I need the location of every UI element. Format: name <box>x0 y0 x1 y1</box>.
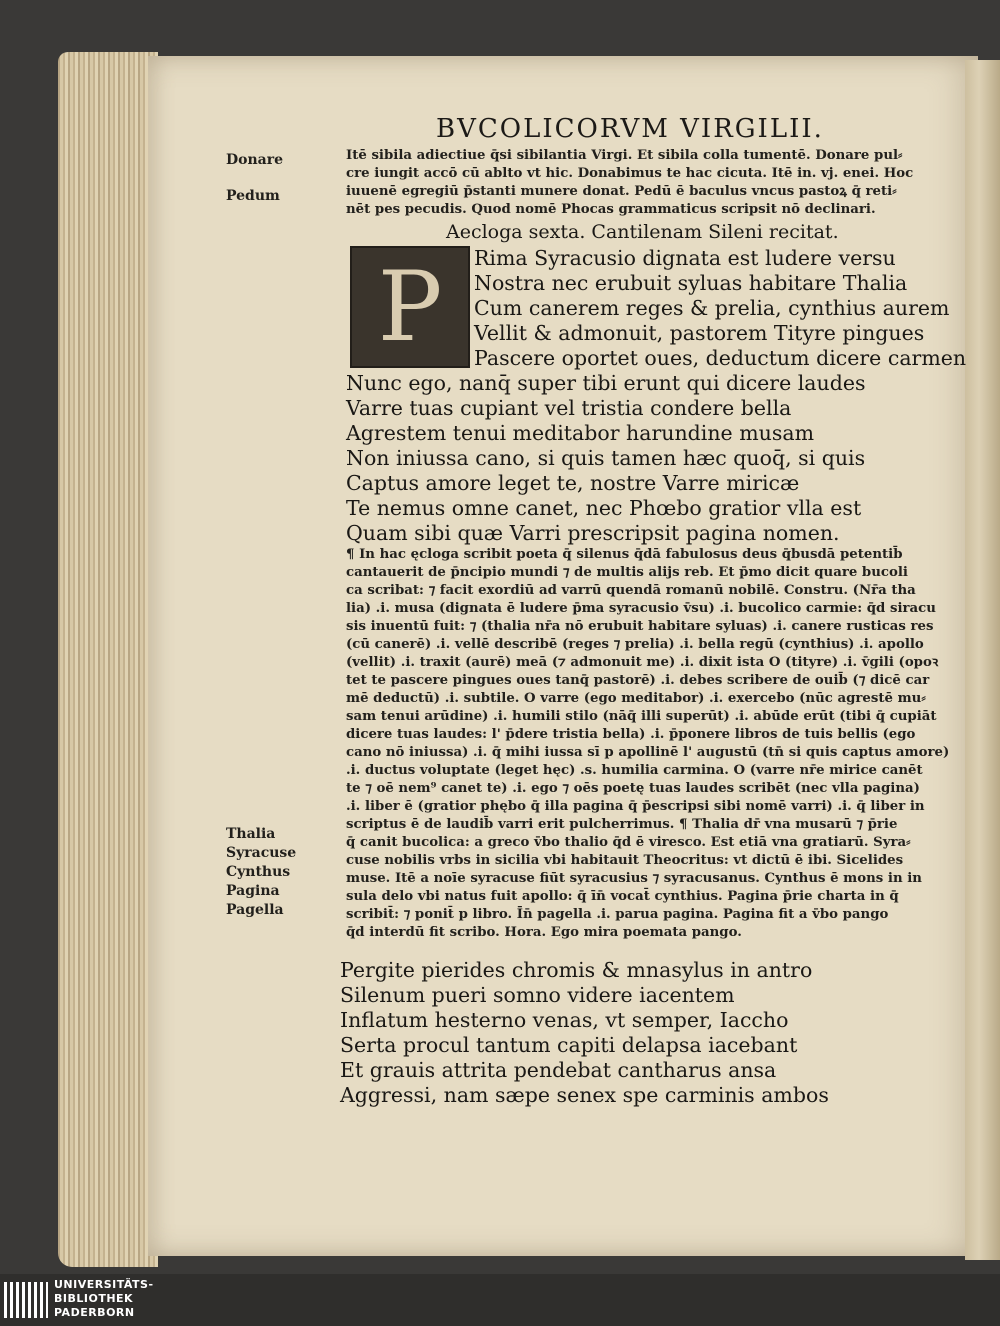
commentary-line: mē deductū) .i. subtile. O varre (ego meditabor) .i. exercebo (nūc agrestē mu⸗ <box>346 691 926 706</box>
library-logo-icon <box>4 1282 48 1318</box>
intro-gloss-line: nēt pes pecudis. Quod nomē Phocas grammaticus scripsit nō declinari. <box>346 202 876 217</box>
commentary-line: lia) .i. musa (dignata ē ludere p̄ma syracusio v̄su) .i. bucolico carmi̇e: q̄d siracu <box>346 601 936 616</box>
margin-term-pagina: Pagina <box>226 883 280 899</box>
commentary-line: q̄d interdū fit scribo. Hora. Ego mira poemata pango. <box>346 925 742 940</box>
verse-line: Serta procul tantum capiti delapsa iacebant <box>340 1033 798 1057</box>
commentary-line: scriptus ē de laudib̄ varri erit pulcherrimus. ¶ Thalia dr̄ vna musarū ⁊ p̄rie <box>346 817 898 832</box>
commentary-line: te ⁊ oē nem⁹ canet te) .i. ego ⁊ oēs poetę tuas laudes scribēt (nec vlla pagina) <box>346 781 920 796</box>
commentary-line: scribit̄: ⁊ ponit̄ p libro. Īn̄ pagella .i. parua pagina. Pagina fit a v̄bo pango <box>346 907 889 922</box>
commentary-line: .i. liber ē (gratior phębo q̄ illa pagina q̄ p̄escripsi sibi nomē varri) .i. q̄ liber in <box>346 799 925 814</box>
commentary-line: muse. Itē a noīe syracuse fiūt syracusius ⁊ syracusanus. Cynthus ē mons in in <box>346 871 922 886</box>
verse-line: Quam sibi quæ Varri prescripsit pagina nomen. <box>346 521 840 545</box>
library-name-line: UNIVERSITÄTS- <box>54 1278 154 1291</box>
margin-term-pagella: Pagella <box>226 902 284 918</box>
verse-line: Et grauis attrita pendebat cantharus ansa <box>340 1058 777 1082</box>
verse-line: Agrestem tenui meditabor harundine musam <box>346 421 815 445</box>
running-header: BVCOLICORVM VIRGILII. <box>436 114 824 144</box>
verse-line: Nostra nec erubuit syluas habitare Thalia <box>474 271 908 295</box>
intro-gloss-line: cre iungit accō cū ablto vt hic. Donabimus te hac cicuta. Itē in. vj. enei. Hoc <box>346 166 914 181</box>
verse-line: Pascere oportet oues, deductum dicere carmen <box>474 346 967 370</box>
margin-note-pedum: Pedum <box>226 188 280 204</box>
commentary-line: .i. ductus voluptate (leget hęc) .s. humilia carmina. O (varre nr̄e mirice canēt <box>346 763 923 778</box>
commentary-line: ca scribat: ⁊ facit exordiū ad varrū quendā romanū nobilē. Constru. (Nr̄a tha <box>346 583 916 598</box>
library-name-line: PADERBORN <box>54 1306 135 1319</box>
eclogue-title: Aecloga sexta. Cantilenam Sileni recitat. <box>446 221 839 243</box>
intro-gloss-line: iuuenē egregiū p̄stanti munere donat. Pedū ē baculus vncus pastoꝝ q̄ reti⸗ <box>346 184 897 199</box>
verse-line: Te nemus omne canet, nec Phœbo gratior vlla est <box>346 496 862 520</box>
commentary-line: cano nō iniussa) .i. q̄ mihi iussa sī p apollinē l' augustū (tn̄ si quis captus amore) <box>346 745 950 760</box>
commentary-line: dicere tuas laudes: l' p̄dere tristia bella) .i. p̄ponere libros de tuis bellis (ego <box>346 727 916 742</box>
commentary-line: sam tenui arūdine) .i. humili stilo (nāq̄ illi superūt) .i. abūde erūt (tibi q̄ cupiāt <box>346 709 937 724</box>
commentary-line: tet te pascere pingues oues tanq̄ pastorē) .i. debes scribere de ouib̄ (⁊ dicē car <box>346 673 930 688</box>
margin-note-donare: Donare <box>226 152 284 168</box>
verse-line: Varre tuas cupiant vel tristia condere bella <box>346 396 792 420</box>
margin-term-syracuse: Syracuse <box>226 845 297 861</box>
verse-line: Pergite pierides chromis & mnasylus in antro <box>340 958 813 982</box>
verse-line: Vellit & admonuit, pastorem Tityre pingues <box>474 321 925 345</box>
intro-gloss-line: Itē sibila adiectiue q̄si sibilantia Virgi. Et sibila colla tumentē. Donare pul⸗ <box>346 148 903 163</box>
margin-term-thalia: Thalia <box>226 826 276 842</box>
commentary-line: cantauerit de p̄ncipio mundi ⁊ de multis alijs reb. Et p̄mo dicit quare bucoli <box>346 565 908 580</box>
page-edges <box>58 52 158 1267</box>
commentary-line: sula delo vbi natus fuit apollo: q̄ īn̄ vocat̄ cynthius. Pagina p̄rie charta in q̄ <box>346 889 899 904</box>
library-name <box>54 1278 154 1320</box>
commentary-line: sis inuentū fuit: ⁊ (thalia nr̄a nō erubuit habitare syluas) .i. canere rusticas res <box>346 619 934 634</box>
commentary-line: q̄ canit bucolica: a greco v̄bo thalio q̄d ē viresco. Est etiā vna gratiarū. Syra⸗ <box>346 835 911 850</box>
verse-line: Inflatum hesterno venas, vt semper, Iaccho <box>340 1008 789 1032</box>
verse-line: Non iniussa cano, si quis tamen hæc quoq̄, si quis <box>346 446 866 470</box>
library-name-line: BIBLIOTHEK <box>54 1292 134 1305</box>
verse-line: Captus amore leget te, nostre Varre miricæ <box>346 471 800 495</box>
verse-line: Nunc ego, nanq̄ super tibi erunt qui dicere laudes <box>346 371 866 395</box>
verse-line: Rima Syracusio dignata est ludere versu <box>474 246 896 270</box>
library-footer <box>0 1274 1000 1326</box>
verse-line: Cum canerem reges & prelia, cynthius aurem <box>474 296 950 320</box>
margin-term-cynthus: Cynthus <box>226 864 291 880</box>
commentary-line: cuse nobilis vrbs in sicilia vbi habitauit Theocritus: vt dictū ē ibi. Sicelides <box>346 853 904 868</box>
commentary-line: (vellit) .i. traxit (aurē) meā (⁊ admonuit me) .i. dixit ista O (tityre) .i. v̄gili (opoꝛ <box>346 655 939 670</box>
verse-line: Silenum pueri somno videre iacentem <box>340 983 735 1007</box>
decorated-initial: P <box>350 246 470 368</box>
commentary-line: ¶ In hac ęcloga scribit poeta q̄ silenus q̄dā fabulosus deus q̄busdā petentib̄ <box>346 547 903 562</box>
book-gutter <box>965 60 1000 1260</box>
commentary-line: (cū canerē) .i. vellē describē (reges ⁊ prelia) .i. bella regū (cynthius) .i. apollo <box>346 637 924 652</box>
verse-line: Aggressi, nam sæpe senex spe carminis ambos <box>340 1083 829 1107</box>
